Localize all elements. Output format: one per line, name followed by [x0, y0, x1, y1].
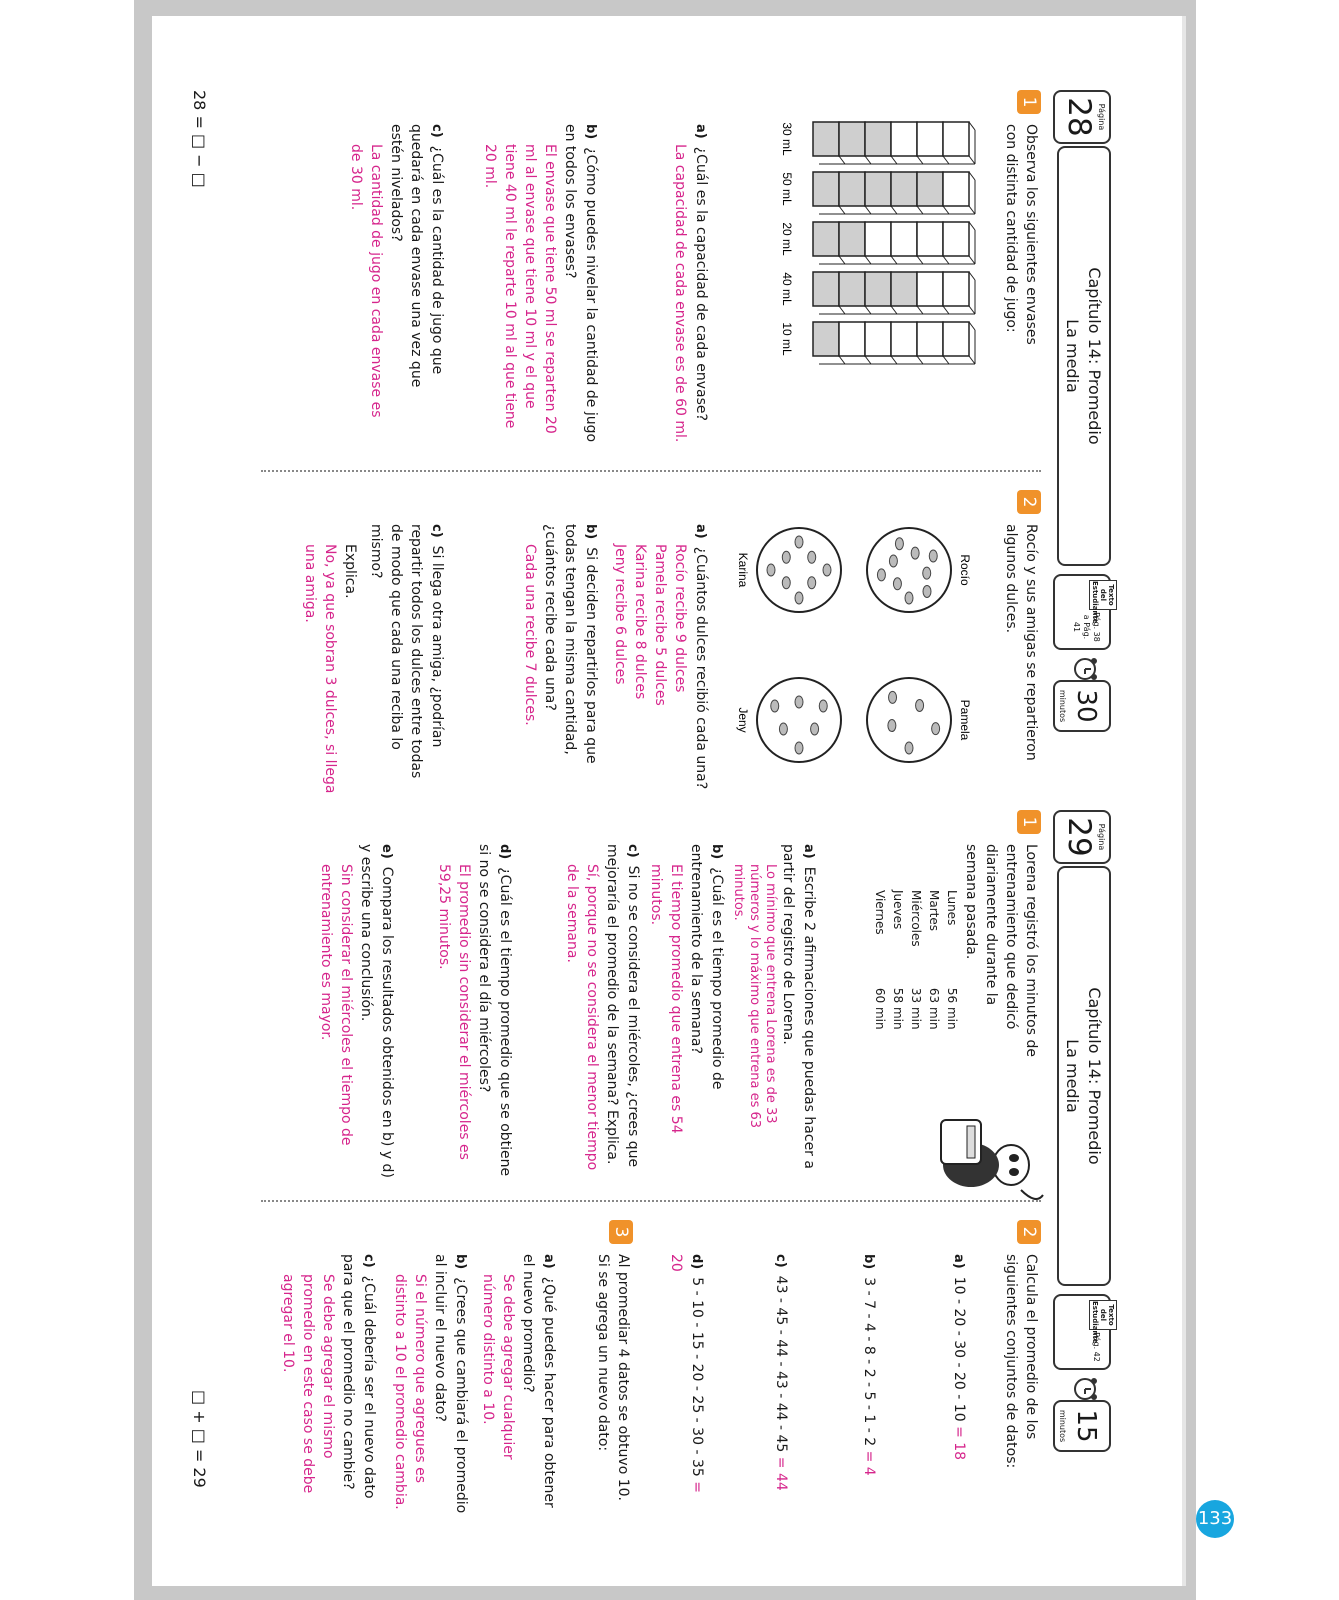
answer-1a: La capacidad de cada envase es de 60 ml.: [672, 144, 688, 443]
table-row: [943, 890, 961, 1060]
answer-1d: El promedio sin considerar el miércoles es 59,25 minutos.: [436, 864, 472, 1160]
candy-plate: [736, 678, 841, 762]
candy: [916, 699, 924, 711]
question-2b: b)Si deciden repartirlos para que todas tengan la misma cantidad, ¿cuántos recibe cada una? Cada una recibe 7 dulces.: [520, 524, 601, 794]
candy: [819, 700, 827, 712]
data-set-item: a)10 - 20 - 30 - 20 - 10 = 18: [951, 1254, 967, 1461]
candy-plates: [736, 500, 972, 790]
candy: [795, 536, 803, 548]
candy-plate: [867, 528, 972, 612]
column-divider: [261, 1200, 1041, 1202]
candy: [808, 551, 816, 563]
data-set-answer: = 18: [951, 1426, 967, 1461]
answer-3a: Se debe agregar cualquier número distinto a 10.: [480, 1274, 516, 1460]
page-number-badge: 133: [1196, 1500, 1234, 1538]
candy-plate: [867, 678, 972, 762]
footer-equation: □ + □ = 29: [190, 1390, 209, 1488]
container-label: 50 mL: [780, 172, 794, 206]
page-header: [1041, 810, 1115, 1510]
question-1c: c)Si no se considera el miércoles, ¿crees que mejoraría el promedio de la semana? Explica. Sí, porque no se considera el menor tiempo de la semana.: [562, 844, 643, 1184]
candy: [932, 723, 940, 735]
page-number-box: Página 28: [1053, 90, 1111, 144]
footer-equation: 28 = □ − □: [190, 90, 209, 188]
data-set-item: d)5 - 10 - 15 - 20 - 25 - 30 - 35 = 20: [668, 1254, 705, 1493]
answer-3b: Si el número que agregues es distinto a 10 el promedio cambia.: [392, 1274, 428, 1510]
day-cell: Lunes: [945, 890, 959, 926]
container-label: 40 mL: [780, 272, 794, 306]
answer-1c: Sí, porque no se considera el menor tiempo de la semana.: [564, 864, 600, 1171]
answer-2b: Cada una recibe 7 dulces.: [522, 544, 538, 726]
chapter-title-box: [1057, 146, 1111, 566]
container-label: 10 mL: [780, 322, 794, 356]
candy: [779, 723, 787, 735]
candy: [877, 569, 885, 581]
question-1b: b)¿Cómo puedes nivelar la cantidad de jugo en todos los envases? El envase que tiene 50 ml se reparten 20 ml al envase que tiene 10 ml y el que tiene 40 ml le reparte 10 ml al que tiene 20 ml.: [482, 124, 599, 443]
minutes-cell: 33 min: [909, 987, 923, 1030]
plate-name: Karina: [736, 552, 750, 588]
candy: [811, 723, 819, 735]
chapter-title-box: [1057, 866, 1111, 1286]
candy: [923, 585, 931, 597]
student-text-badge: Texto del Estudiante Pág. 42: [1053, 1294, 1111, 1370]
answer-1b: El envase que tiene 50 ml se reparten 20 ml al envase que tiene 10 ml y el que tiene 40 ml le reparte 10 ml al que tiene 20 ml.: [482, 144, 558, 434]
table-row: [925, 890, 943, 1060]
question-1-number: 1: [1017, 90, 1041, 114]
candy: [782, 551, 790, 563]
candy: [889, 555, 897, 567]
table-row: [871, 890, 889, 1060]
minutes-cell: 60 min: [873, 987, 887, 1030]
question-1-text: Observa los siguientes envases con distinta cantidad de jugo:: [1003, 124, 1039, 345]
chapter-title: Capítulo 14: Promedio: [1085, 267, 1104, 445]
candy: [889, 691, 897, 703]
answer-3c: Se debe agregar el mismo promedio en este caso se debe agregar el 10.: [280, 1274, 336, 1494]
candy: [782, 577, 790, 589]
question-1a: a)Escribe 2 afirmaciones que puedas hacer a partir del registro de Lorena. Lo mínimo que entrena Lorena es de 33 números y lo máximo que entrena es 63 minutos.: [730, 844, 819, 1184]
answer-1b: El tiempo promedio que entrena es 54 minutos.: [648, 864, 684, 1134]
candy: [767, 564, 775, 576]
candy: [911, 547, 919, 559]
candy: [795, 742, 803, 754]
answer-2a: Rocío recibe 9 dulces Pamela recibe 5 dulces Karina recibe 8 dulces Jeny recibe 6 dulces: [612, 544, 688, 706]
answer-1e: Sin considerar el miércoles el tiempo de entrenamiento es mayor.: [318, 864, 354, 1146]
data-set-answer: = 20: [668, 1254, 705, 1493]
container-label: 30 mL: [780, 122, 794, 156]
candy: [929, 550, 937, 562]
candy: [888, 720, 896, 732]
question-2-text: Rocío y sus amigas se repartieron algunos dulces.: [1003, 524, 1039, 761]
candy: [771, 700, 779, 712]
answer-1c: La cantidad de jugo en cada envase es de 30 ml.: [348, 144, 384, 418]
question-1b: b)¿Cuál es el tiempo promedio de entrenamiento de la semana? El tiempo promedio que entrena es 54 minutos.: [646, 844, 727, 1184]
question-2-number: 2: [1017, 490, 1041, 514]
answer-1a: Lo mínimo que entrena Lorena es de 33 números y lo máximo que entrena es 63 minutos.: [731, 864, 778, 1129]
candy: [795, 696, 803, 708]
student-text-badge: Texto del Estudiante Pág. 38 a Pág. 41: [1053, 574, 1111, 650]
clock-icon: [1073, 1376, 1099, 1402]
plate-name: Rocío: [958, 554, 972, 586]
chapter-title: Capítulo 14: Promedio: [1085, 987, 1104, 1165]
day-cell: Miércoles: [909, 890, 923, 947]
question-3a: a)¿Qué puedes hacer para obtener el nuevo promedio? Se debe agregar cualquier número distinto a 10.: [478, 1254, 559, 1514]
data-set-item: c)43 - 45 - 44 - 43 - 44 - 45 = 44: [773, 1254, 789, 1491]
question-1e: e)Compara los resultados obtenidos en b) y d) y escribe una conclusión. Sin considerar el miércoles el tiempo de entrenamiento es mayor.: [316, 844, 397, 1184]
clock-icon: [1073, 656, 1099, 682]
page-header: [1041, 90, 1115, 790]
question-2c: c)Si llega otra amiga, ¿podrían repartir todos los dulces entre todas de modo que cada una reciba lo mismo? Explica. No, ya que sobran 3 dulces, si llega una amiga.: [302, 524, 445, 794]
question-3b: b)¿Crees que cambiará el promedio al incluir el nuevo dato? Si el número que agregues es distinto a 10 el promedio cambia.: [392, 1254, 469, 1514]
topic-title: La media: [1063, 1039, 1082, 1113]
candy: [823, 564, 831, 576]
plate-name: Pamela: [958, 699, 972, 741]
question-2-text: Calcula el promedio de los siguientes conjuntos de datos:: [1003, 1254, 1039, 1469]
column-divider: [261, 470, 1041, 472]
juice-container: [780, 272, 975, 314]
candy: [893, 578, 901, 590]
day-cell: Jueves: [891, 890, 905, 930]
juice-containers: [749, 112, 969, 382]
question-3c: c)¿Cuál debería ser el nuevo dato para que el promedio no cambie? Se debe agregar el mismo promedio en este caso se debe agregar el 10.: [278, 1254, 379, 1514]
question-1a: a)¿Cuál es la capacidad de cada envase? La capacidad de cada envase es de 60 ml.: [670, 124, 711, 484]
page-29: [0, 810, 1339, 1514]
juice-container: [780, 122, 975, 164]
question-1-text: Lorena registró los minutos de entrenamiento que dedicó diariamente durante la semana pasada.: [963, 844, 1039, 1057]
container-label: 20 mL: [780, 222, 794, 256]
time-badge: 30 minutos: [1053, 680, 1111, 732]
minutes-cell: 63 min: [927, 987, 941, 1030]
question-2a: a)¿Cuántos dulces recibió cada una? Rocío recibe 9 dulces Pamela recibe 5 dulces Karina recibe 8 dulces Jeny recibe 6 dulces: [610, 524, 711, 794]
topic-title: La media: [1063, 319, 1082, 393]
candy-plate: [736, 528, 841, 612]
minutes-cell: 56 min: [945, 987, 959, 1030]
candy: [905, 592, 913, 604]
day-cell: Martes: [927, 890, 941, 931]
juice-container: [780, 222, 975, 264]
question-1-number: 1: [1017, 810, 1041, 834]
candy: [895, 538, 903, 550]
question-3-number: 3: [609, 1220, 633, 1244]
data-set-item: b)3 - 7 - 4 - 8 - 2 - 5 - 1 - 2 = 4: [861, 1254, 877, 1476]
juice-container: [780, 322, 975, 364]
time-badge: 15 minutos: [1053, 1400, 1111, 1452]
question-1c: c)¿Cuál es la cantidad de jugo que quedará en cada envase una vez que estén nivelados? La cantidad de jugo en cada envase es de 30 ml.: [346, 124, 447, 424]
page-number-box: Página 29: [1053, 810, 1111, 864]
candy: [923, 567, 931, 579]
answer-2c: No, ya que sobran 3 dulces, si llega una amiga.: [302, 544, 338, 794]
monkey-calculator-icon: [931, 1110, 1041, 1210]
table-row: [889, 890, 907, 1060]
day-cell: Viernes: [873, 890, 887, 935]
table-row: [907, 890, 925, 1060]
minutes-cell: 58 min: [891, 987, 905, 1030]
question-2-number: 2: [1017, 1220, 1041, 1244]
plate-name: Jeny: [736, 707, 750, 733]
candy: [808, 577, 816, 589]
candy: [795, 592, 803, 604]
page-28: [0, 90, 1339, 794]
data-set-answer: = 44: [773, 1456, 789, 1491]
juice-container: [780, 172, 975, 214]
data-set-answer: = 4: [861, 1450, 877, 1476]
candy: [905, 742, 913, 754]
training-table: [871, 890, 961, 1060]
question-3-text: Al promediar 4 datos se obtuvo 10. Si se agrega un nuevo dato:: [595, 1254, 631, 1501]
question-1d: d)¿Cuál es el tiempo promedio que se obtiene si no se considera el día miércoles? El promedio sin considerar el miércoles es 59,25 minutos.: [434, 844, 515, 1184]
